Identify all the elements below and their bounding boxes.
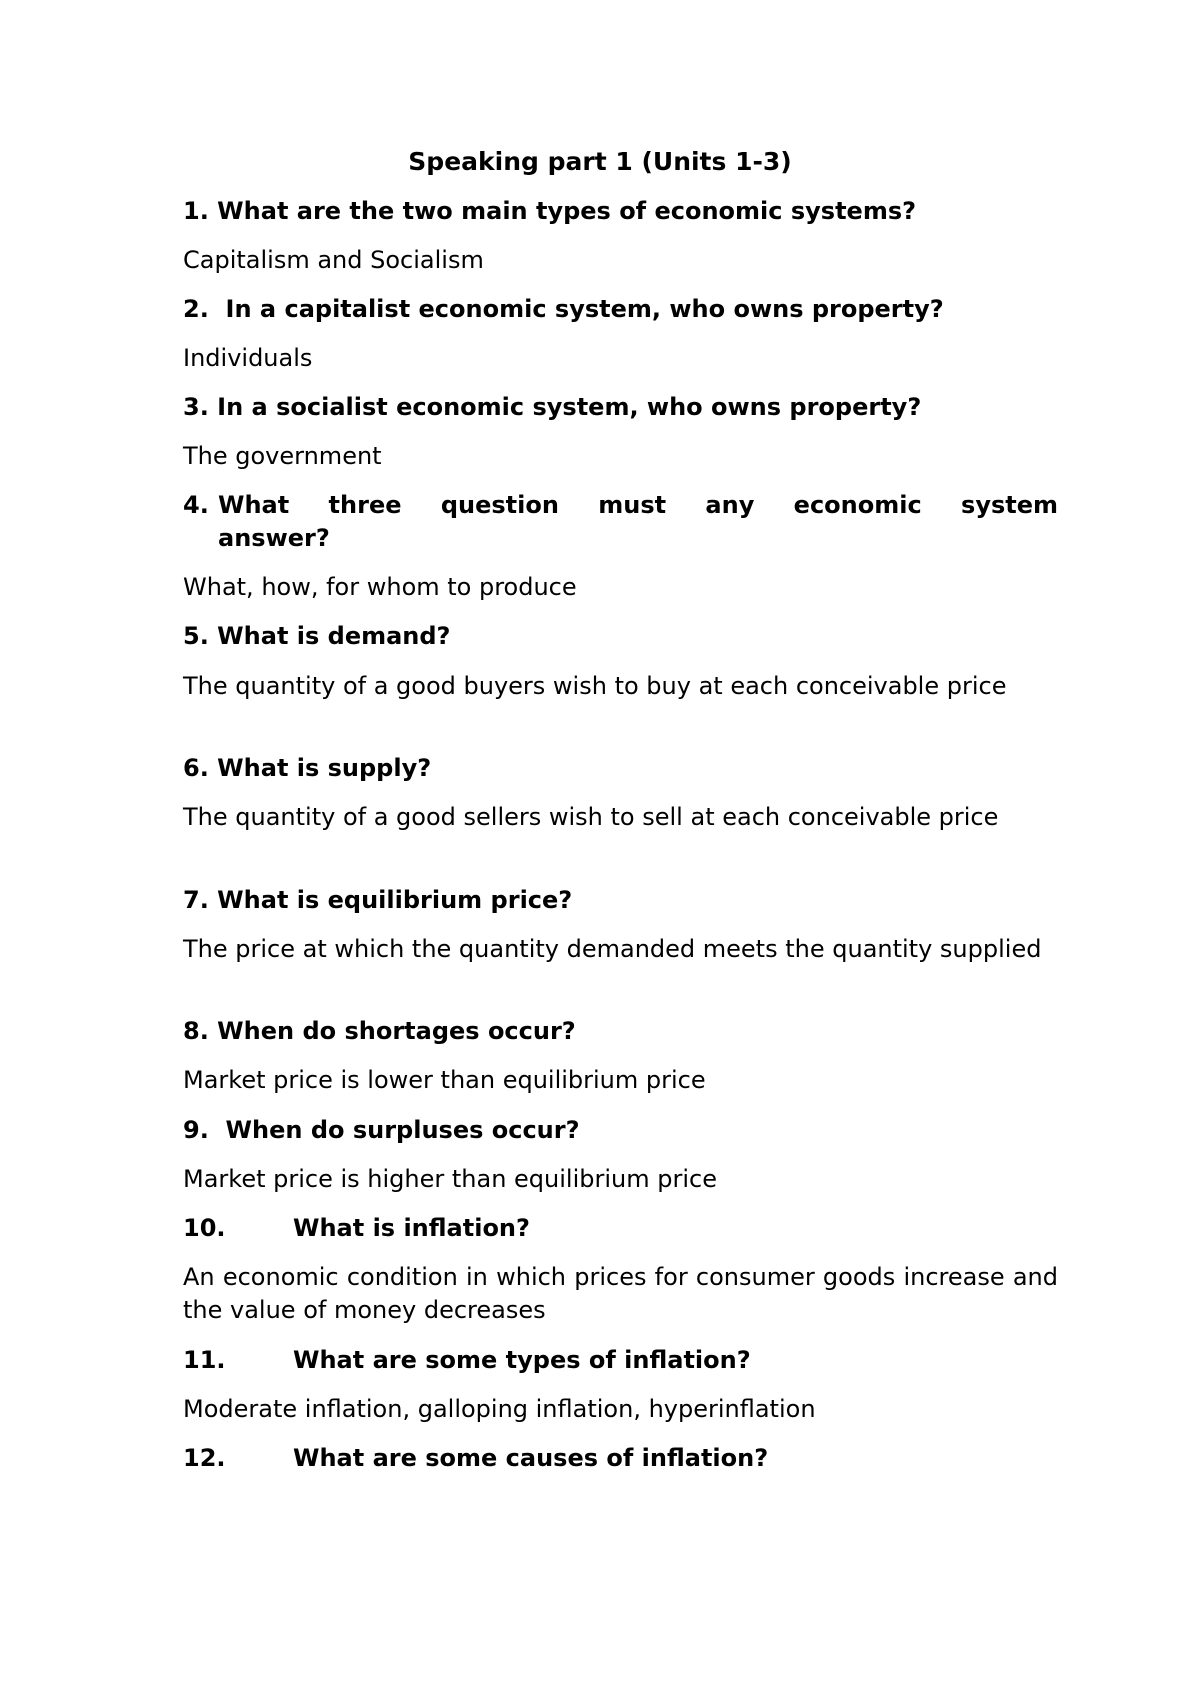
question-text: When do shortages occur? [208,1017,576,1045]
question-number: 2. [183,295,209,323]
question-1 [183,195,1058,228]
answer-4: What, how, for whom to produce [183,573,577,601]
question-12 [183,1442,1058,1475]
question-number: 11. [183,1346,226,1374]
question-number: 9. [183,1116,209,1144]
answer-3: The government [183,442,382,470]
answer-10: An economic condition in which prices for consumer goods increase and the value of money decreases [183,1263,1058,1324]
question-9 [183,1114,1058,1147]
question-number: 5. [183,622,209,650]
question-number: 1. [183,197,209,225]
question-number: 10. [183,1214,226,1242]
question-number: 4. [183,491,209,519]
question-number: 3. [183,393,209,421]
answer-1: Capitalism and Socialism [183,246,484,274]
answer-2: Individuals [183,344,313,372]
question-text: What are some types of inflation? [293,1346,751,1374]
question-number: 6. [183,754,209,782]
document-title: Speaking part 1 (Units 1-3) [408,147,792,176]
question-text-line-2: answer? [218,524,330,552]
question-number: 7. [183,886,209,914]
question-number: 12. [183,1444,226,1472]
question-text-line-1: What three question must any economic system [218,491,1058,519]
question-text: What is inflation? [293,1214,530,1242]
question-8 [183,1015,1058,1048]
question-2 [183,293,1058,326]
answer-5: The quantity of a good buyers wish to buy at each conceivable price [183,672,1007,700]
question-text: In a socialist economic system, who owns property? [208,393,922,421]
question-7 [183,884,1058,917]
question-text: What are the two main types of economic systems? [208,197,917,225]
question-text: When do surpluses occur? [208,1116,580,1144]
question-6 [183,752,1058,785]
answer-11: Moderate inflation, galloping inflation, hyperinflation [183,1395,816,1423]
question-11 [183,1344,1058,1377]
answer-8: Market price is lower than equilibrium price [183,1066,706,1094]
question-10 [183,1212,1058,1245]
answer-6: The quantity of a good sellers wish to sell at each conceivable price [183,803,999,831]
question-text: In a capitalist economic system, who owns property? [208,295,944,323]
question-5 [183,620,1058,653]
question-text: What are some causes of inflation? [293,1444,769,1472]
answer-7: The price at which the quantity demanded meets the quantity supplied [183,935,1042,963]
question-text: What is demand? [208,622,451,650]
question-3 [183,391,1058,424]
question-text: What is equilibrium price? [208,886,573,914]
question-number: 8. [183,1017,209,1045]
question-4 [183,489,1058,555]
answer-9: Market price is higher than equilibrium price [183,1165,717,1193]
question-text: What is supply? [208,754,432,782]
